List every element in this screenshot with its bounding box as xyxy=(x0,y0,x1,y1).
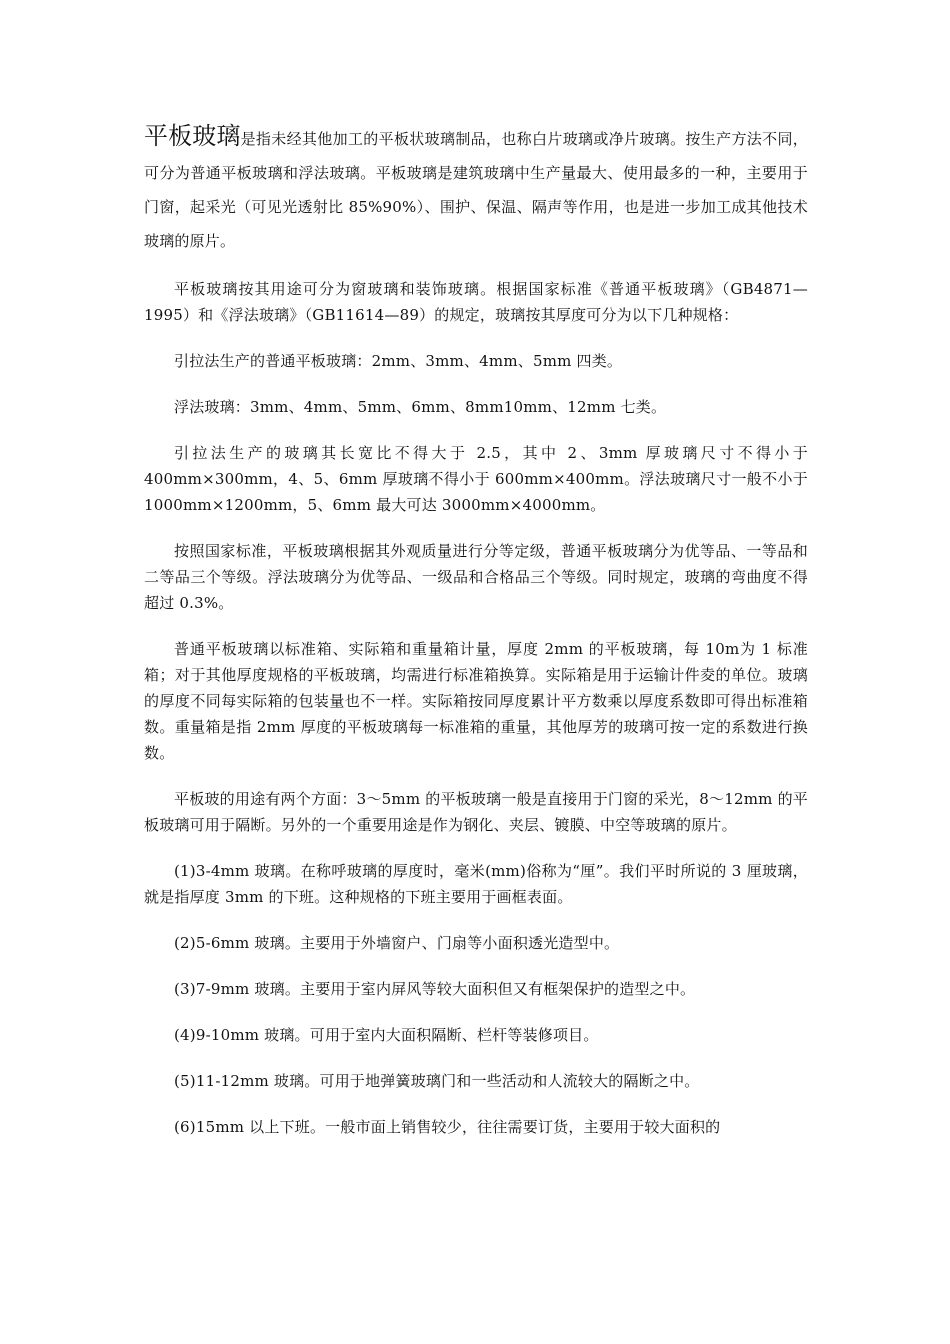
paragraph-drawn-glass-sizes: 引拉法生产的普通平板玻璃：2mm、3mm、4mm、5mm 四类。 xyxy=(174,352,623,370)
list-item-3-4mm: (1)3-4mm 玻璃。在称呼玻璃的厚度时，毫米(mm)俗称为“厘”。我们平时所说的 3 厘玻璃，就是指厚度 3mm 的下班。这种规格的下班主要用于画框表面。 xyxy=(144,862,808,906)
paragraph-applications: 平板玻的用途有两个方面：3～5mm 的平板玻璃一般是直接用于门窗的采光，8～12mm 的平板玻璃可用于隔断。另外的一个重要用途是作为钢化、夹层、镀膜、中空等玻璃的原片。 xyxy=(144,790,808,834)
list-item-5-6mm: (2)5-6mm 玻璃。主要用于外墙窗户、门扇等小面积透光造型中。 xyxy=(174,934,620,952)
intro-text: 是指未经其他加工的平板状玻璃制品，也称白片玻璃或净片玻璃。按生产方法不同，可分为普通平板玻璃和浮法玻璃。平板玻璃是建筑玻璃中生产量最大、使用最多的一种，主要用于门窗，起采光（可见光透射比 85%90%）、围护、保温、隔声等作用，也是进一步加工成其他技术玻璃的原片。 xyxy=(144,130,809,250)
paragraph-float-glass-sizes: 浮法玻璃：3mm、4mm、5mm、6mm、8mm10mm、12mm 七类。 xyxy=(174,398,667,416)
paragraph-usage-classification: 平板玻璃按其用途可分为窗玻璃和装饰玻璃。根据国家标准《普通平板玻璃》（GB4871—1995）和《浮法玻璃》（GB11614—89）的规定，玻璃按其厚度可分为以下几种规格： xyxy=(144,280,808,324)
paragraph-quality-grades: 按照国家标准，平板玻璃根据其外观质量进行分等定级，普通平板玻璃分为优等品、一等品和二等品三个等级。浮法玻璃分为优等品、一级品和合格品三个等级。同时规定，玻璃的弯曲度不得超过 0.3%。 xyxy=(144,542,808,612)
document-body xyxy=(144,122,808,1140)
list-item-7-9mm: (3)7-9mm 玻璃。主要用于室内屏风等较大面积但又有框架保护的造型之中。 xyxy=(174,980,696,998)
paragraph-dimension-requirements: 引拉法生产的玻璃其长宽比不得大于 2.5，其中 2、3mm 厚玻璃尺寸不得小于400mm×300mm，4、5、6mm 厚玻璃不得小于 600mm×400mm。浮法玻璃尺寸一般不小于 1000mm×1200mm，5、6mm 最大可达 3000mm×4000mm。 xyxy=(144,444,808,514)
paragraph-measurement-units: 普通平板玻璃以标准箱、实际箱和重量箱计量，厚度 2mm 的平板玻璃，每 10m为 1 标准箱；对于其他厚度规格的平板玻璃，均需进行标准箱换算。实际箱是用于运输计件夌的单位。玻璃的厚度不同每实际箱的包装量也不一样。实际箱按同厚度累计平方数乘以厚度系数即可得出标准箱数。重量箱是指 2mm 厚度的平板玻璃每一标准箱的重量，其他厚芳的玻璃可按一定的系数进行换数。 xyxy=(144,640,808,762)
list-item-11-12mm: (5)11-12mm 玻璃。可用于地弹簧玻璃门和一些活动和人流较大的隔断之中。 xyxy=(174,1072,700,1090)
list-item-9-10mm: (4)9-10mm 玻璃。可用于室内大面积隔断、栏杆等装修项目。 xyxy=(174,1026,599,1044)
document-title: 平板玻璃 xyxy=(144,122,241,150)
list-item-15mm-plus: (6)15mm 以上下班。一般市面上销售较少，往往需要订货，主要用于较大面积的 xyxy=(174,1118,721,1136)
intro-paragraph xyxy=(144,122,808,258)
